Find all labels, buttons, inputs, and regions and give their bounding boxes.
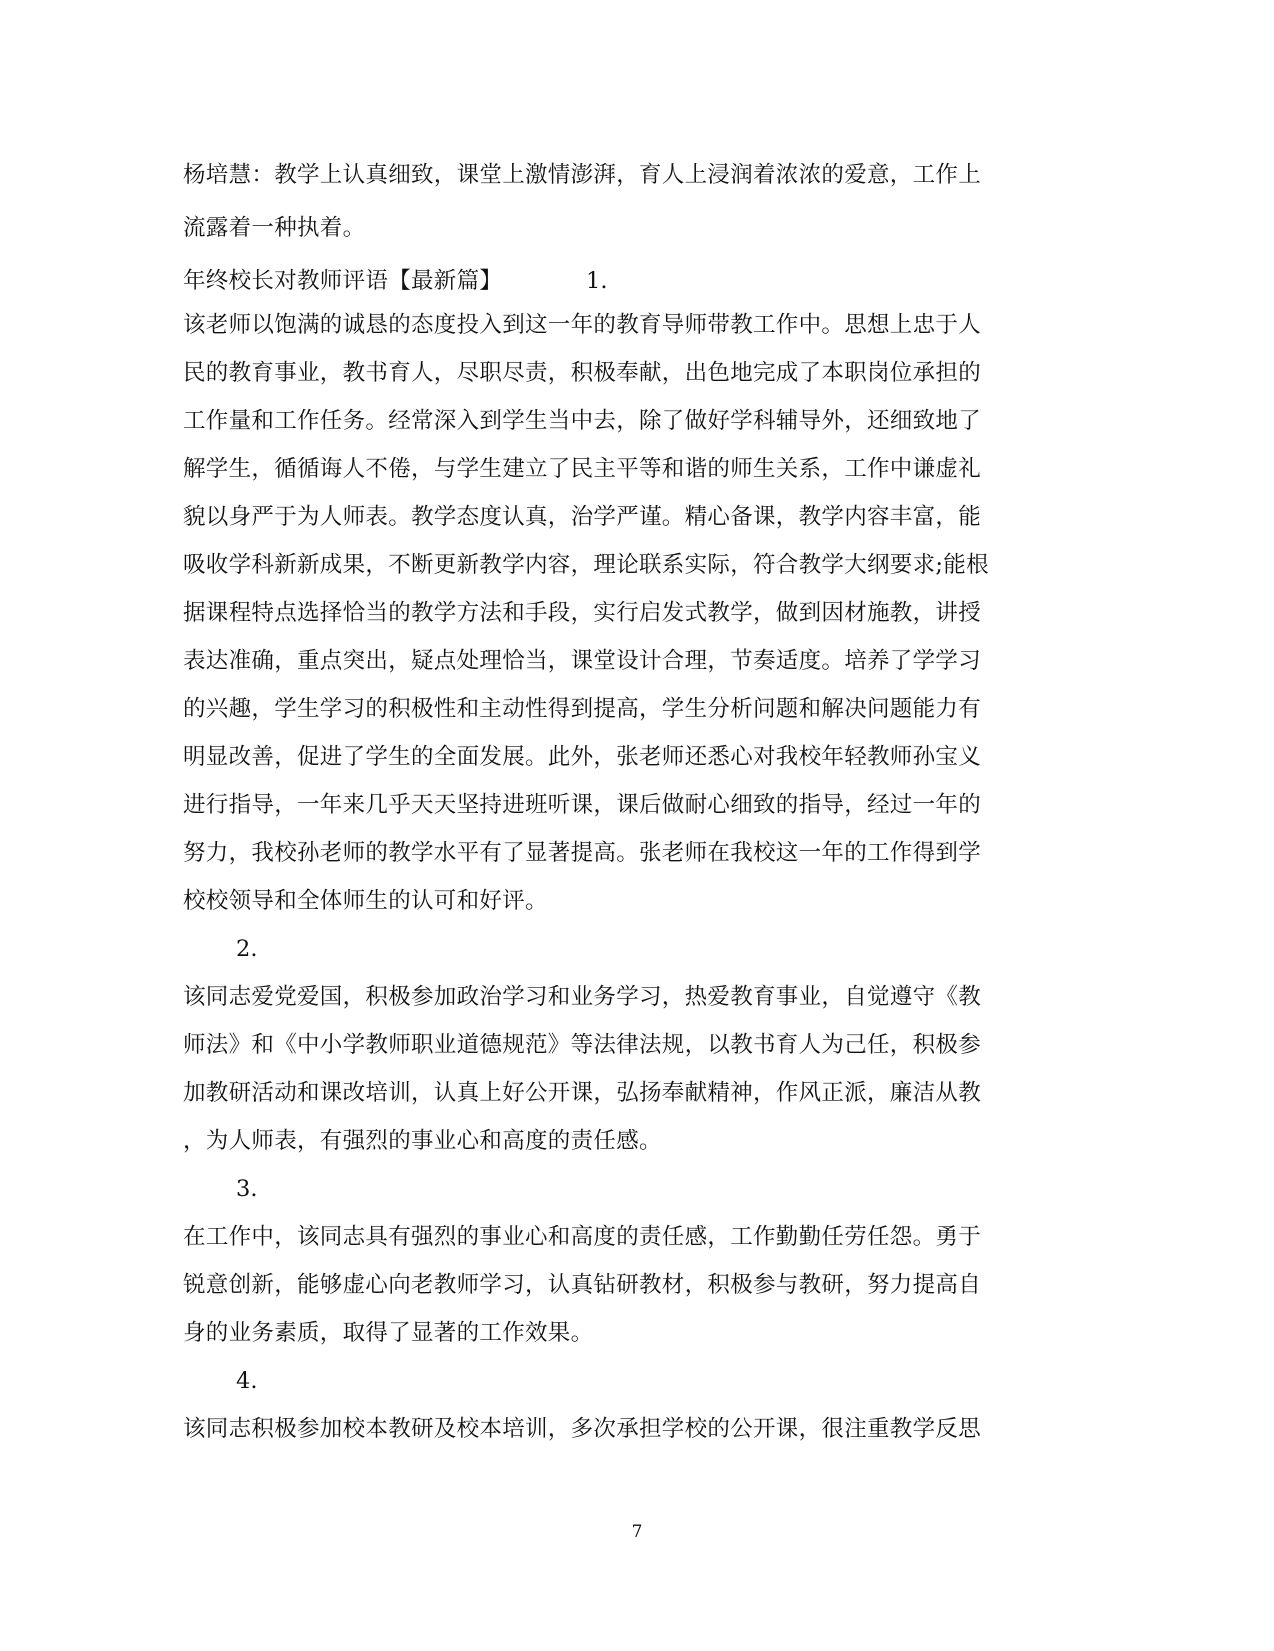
- text-line: 貌以身严于为人师表。教学态度认真，治学严谨。精心备课，教学内容丰富，能: [183, 504, 982, 530]
- item-number: 4.: [236, 1368, 258, 1394]
- text-line: 该同志积极参加校本教研及校本培训，多次承担学校的公开课，很注重教学反思: [183, 1416, 982, 1442]
- text-line: 锐意创新，能够虚心向老教师学习，认真钻研教材，积极参与教研，努力提高自: [183, 1272, 982, 1298]
- item-number: 3.: [236, 1176, 258, 1202]
- text-line: ，为人师表，有强烈的事业心和高度的责任感。: [183, 1128, 662, 1154]
- text-line: 身的业务素质，取得了显著的工作效果。: [183, 1320, 594, 1346]
- item-number: 1.: [586, 268, 608, 294]
- text-line: 民的教育事业，教书育人，尽职尽责，积极奉献，出色地完成了本职岗位承担的: [183, 360, 982, 386]
- text-line: 工作量和工作任务。经常深入到学生当中去，除了做好学科辅导外，还细致地了: [183, 408, 982, 434]
- text-line: 进行指导，一年来几乎天天坚持进班听课，课后做耐心细致的指导，经过一年的: [183, 792, 982, 818]
- text-line: 表达准确，重点突出，疑点处理恰当，课堂设计合理，节奏适度。培养了学学习: [183, 648, 982, 674]
- text-line: 的兴趣，学生学习的积极性和主动性得到提高，学生分析问题和解决问题能力有: [183, 696, 982, 722]
- text-line: 努力，我校孙老师的教学水平有了显著提高。张老师在我校这一年的工作得到学: [183, 840, 982, 866]
- text-line: 校校领导和全体师生的认可和好评。: [183, 888, 548, 914]
- text-line: 杨培慧：教学上认真细致，课堂上激情澎湃，育人上浸润着浓浓的爱意，工作上: [183, 162, 982, 188]
- text-line: 在工作中，该同志具有强烈的事业心和高度的责任感，工作勤勤任劳任怨。勇于: [183, 1224, 982, 1250]
- text-line: 该同志爱党爱国，积极参加政治学习和业务学习，热爱教育事业，自觉遵守《教: [183, 984, 982, 1010]
- text-line: 明显改善，促进了学生的全面发展。此外，张老师还悉心对我校年轻教师孙宝义: [183, 744, 982, 770]
- item-number: 2.: [236, 936, 258, 962]
- text-line: 流露着一种执着。: [183, 215, 366, 241]
- text-line: 据课程特点选择恰当的教学方法和手段，实行启发式教学，做到因材施教，讲授: [183, 600, 982, 626]
- text-line: 加教研活动和课改培训，认真上好公开课，弘扬奉献精神，作风正派，廉洁从教: [183, 1080, 982, 1106]
- section-heading: 年终校长对教师评语【最新篇】: [183, 268, 503, 294]
- text-line: 师法》和《中小学教师职业道德规范》等法律法规，以教书育人为己任，积极参: [183, 1032, 982, 1058]
- page-number: 7: [631, 1522, 643, 1542]
- text-line: 该老师以饱满的诚恳的态度投入到这一年的教育导师带教工作中。思想上忠于人: [183, 312, 982, 338]
- text-line: 解学生，循循诲人不倦，与学生建立了民主平等和谐的师生关系，工作中谦虚礼: [183, 456, 982, 482]
- text-line: 吸收学科新新成果，不断更新教学内容，理论联系实际，符合教学大纲要求;能根: [183, 552, 989, 578]
